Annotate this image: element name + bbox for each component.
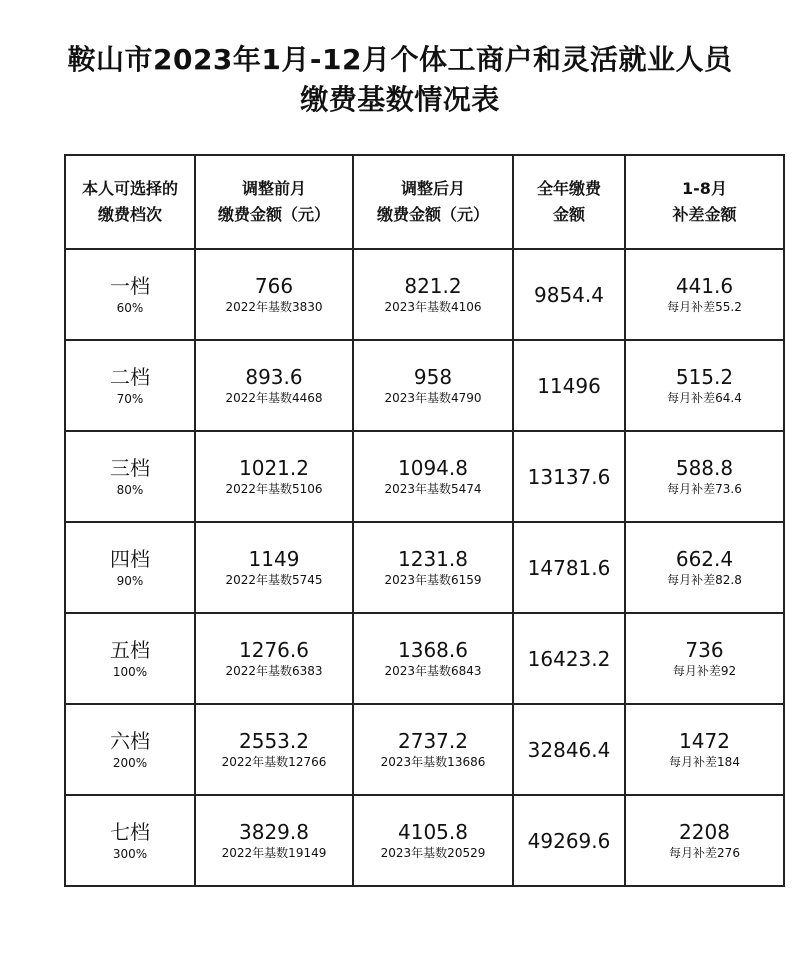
table-row <box>65 522 784 613</box>
table-row <box>65 340 784 431</box>
contribution-base-table <box>64 154 785 887</box>
level-cell: 四档 90% <box>65 522 195 613</box>
annual-cell: 13137.6 <box>513 431 625 522</box>
after-cell: 2737.2 2023年基数13686 <box>353 704 513 795</box>
diff-cell: 588.8 每月补差73.6 <box>625 431 784 522</box>
table-row <box>65 795 784 886</box>
table-row <box>65 249 784 340</box>
annual-cell: 49269.6 <box>513 795 625 886</box>
annual-cell: 32846.4 <box>513 704 625 795</box>
header-diff: 1-8月 补差金额 <box>625 155 784 249</box>
before-cell: 2553.2 2022年基数12766 <box>195 704 353 795</box>
header-annual: 全年缴费 金额 <box>513 155 625 249</box>
before-cell: 1021.2 2022年基数5106 <box>195 431 353 522</box>
level-cell: 七档 300% <box>65 795 195 886</box>
after-cell: 1094.8 2023年基数5474 <box>353 431 513 522</box>
annual-cell: 9854.4 <box>513 249 625 340</box>
after-cell: 958 2023年基数4790 <box>353 340 513 431</box>
header-after: 调整后月 缴费金额（元） <box>353 155 513 249</box>
diff-cell: 736 每月补差92 <box>625 613 784 704</box>
page-title <box>0 40 800 120</box>
annual-cell: 11496 <box>513 340 625 431</box>
before-cell: 1149 2022年基数5745 <box>195 522 353 613</box>
header-before: 调整前月 缴费金额（元） <box>195 155 353 249</box>
after-cell: 1368.6 2023年基数6843 <box>353 613 513 704</box>
level-cell: 六档 200% <box>65 704 195 795</box>
after-cell: 4105.8 2023年基数20529 <box>353 795 513 886</box>
level-cell: 二档 70% <box>65 340 195 431</box>
diff-cell: 1472 每月补差184 <box>625 704 784 795</box>
before-cell: 893.6 2022年基数4468 <box>195 340 353 431</box>
title-line-1: 鞍山市2023年1月-12月个体工商户和灵活就业人员 <box>67 43 733 76</box>
level-cell: 五档 100% <box>65 613 195 704</box>
table-header-row <box>65 155 784 249</box>
annual-cell: 16423.2 <box>513 613 625 704</box>
diff-cell: 662.4 每月补差82.8 <box>625 522 784 613</box>
after-cell: 821.2 2023年基数4106 <box>353 249 513 340</box>
diff-cell: 441.6 每月补差55.2 <box>625 249 784 340</box>
diff-cell: 515.2 每月补差64.4 <box>625 340 784 431</box>
table-row <box>65 431 784 522</box>
table-row <box>65 613 784 704</box>
annual-cell: 14781.6 <box>513 522 625 613</box>
header-level: 本人可选择的 缴费档次 <box>65 155 195 249</box>
before-cell: 766 2022年基数3830 <box>195 249 353 340</box>
before-cell: 3829.8 2022年基数19149 <box>195 795 353 886</box>
table-row <box>65 704 784 795</box>
title-line-2: 缴费基数情况表 <box>300 83 500 116</box>
level-cell: 一档 60% <box>65 249 195 340</box>
level-cell: 三档 80% <box>65 431 195 522</box>
after-cell: 1231.8 2023年基数6159 <box>353 522 513 613</box>
diff-cell: 2208 每月补差276 <box>625 795 784 886</box>
before-cell: 1276.6 2022年基数6383 <box>195 613 353 704</box>
